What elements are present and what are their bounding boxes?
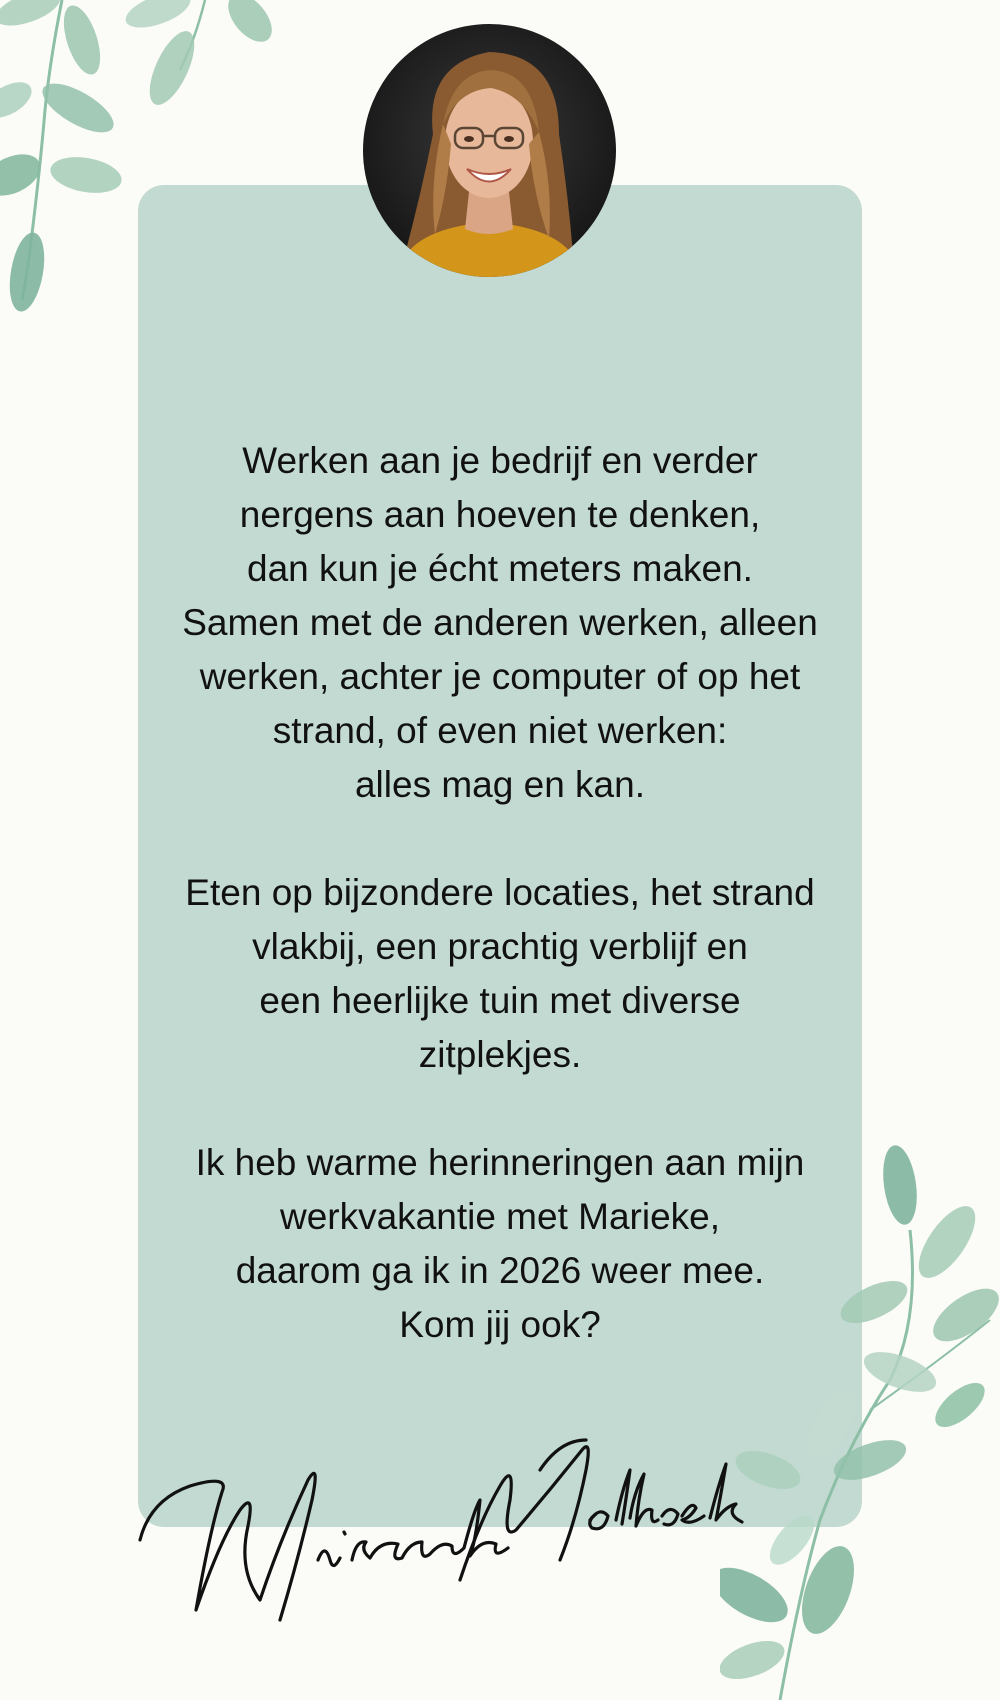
text-line: Eten op bijzondere locaties, het strand [185,872,815,913]
leaf-branch-right [121,0,280,111]
testimonial-text [148,434,852,1352]
signature [130,1430,750,1630]
text-line: Samen met de anderen werken, alleen [182,602,818,643]
text-line: werken, achter je computer of op het [199,656,801,697]
text-line: zitplekjes. [418,1034,582,1075]
text-line: dan kun je écht meters maken. [247,548,753,589]
profile-photo [363,24,616,277]
text-line: nergens aan hoeven te denken, [239,494,761,535]
text-line: Werken aan je bedrijf en verder [242,440,758,481]
text-line: strand, of even niet werken: [272,710,728,751]
paragraph [148,866,852,1082]
text-line: Ik heb warme herinneringen aan mijn [195,1142,805,1183]
text-line: Kom jij ook? [399,1304,601,1345]
text-line: daarom ga ik in 2026 weer mee. [235,1250,765,1291]
paragraph [148,1136,852,1352]
leaf-branch-left [0,0,124,314]
text-line: alles mag en kan. [354,764,645,805]
paragraph [148,434,852,812]
portrait-photo-icon [363,24,616,277]
text-line: werkvakantie met Marieke, [279,1196,721,1237]
text-line: vlakbij, een prachtig verblijf en [252,926,748,967]
text-line: een heerlijke tuin met diverse [259,980,741,1021]
